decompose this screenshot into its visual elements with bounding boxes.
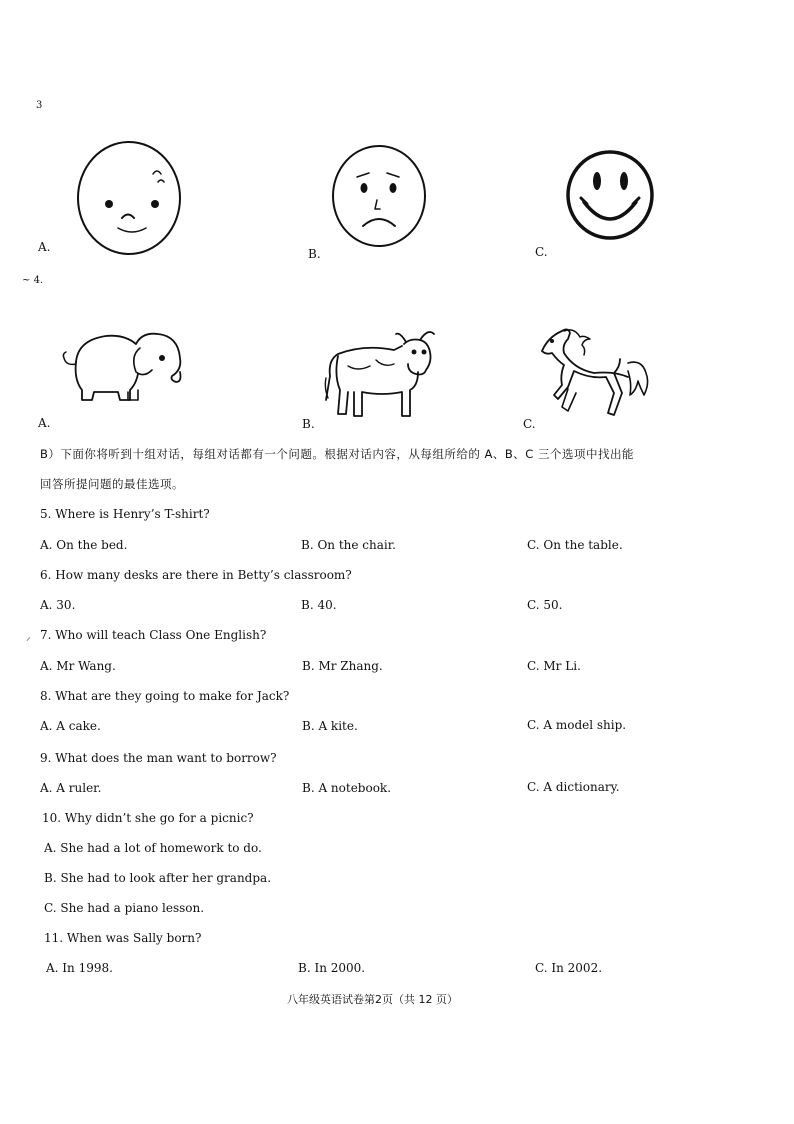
page-footer: 八年级英语试卷第2页（共 12 页） — [287, 993, 458, 1006]
question-7-option-b: B. Mr Zhang. — [302, 659, 383, 673]
question-6: 6. How many desks are there in Betty’s classroom? — [40, 568, 352, 582]
question-11-option-a: A. In 1998. — [46, 961, 113, 975]
question-10-option-c: C. She had a piano lesson. — [44, 901, 205, 915]
question-10: 10. Why didn’t she go for a picnic? — [42, 811, 254, 825]
q4-option-a-label: A. — [38, 416, 51, 430]
question-9: 9. What does the man want to borrow? — [40, 751, 277, 765]
neutral-baby-face-icon — [76, 140, 182, 256]
q3-option-a-label: A. — [38, 240, 51, 254]
question-9-option-a: A. A ruler. — [40, 781, 102, 795]
section-b-instruction-line2: 回答所提问题的最佳选项。 — [40, 477, 184, 491]
question-5-option-b: B. On the chair. — [301, 538, 396, 552]
question-6-option-b: B. 40. — [301, 598, 337, 612]
question-7-option-c: C. Mr Li. — [527, 659, 581, 673]
question-4-number-text: 4. — [33, 275, 44, 286]
question-7: 7. Who will teach Class One English? — [40, 628, 267, 642]
q4-option-c-label: C. — [523, 417, 536, 431]
question-9-option-b: B. A notebook. — [302, 781, 392, 795]
question-5-option-a: A. On the bed. — [40, 538, 128, 552]
question-7-option-a: A. Mr Wang. — [40, 659, 116, 673]
question-8: 8. What are they going to make for Jack? — [40, 689, 290, 703]
question-6-option-c: C. 50. — [527, 598, 563, 612]
horse-icon — [538, 325, 650, 429]
cow-icon — [320, 322, 450, 428]
question-5: 5. Where is Henry’s T-shirt? — [40, 507, 210, 521]
question-10-option-a: A. She had a lot of homework to do. — [44, 841, 262, 855]
question-8-option-b: B. A kite. — [302, 719, 358, 733]
question-10-option-b: B. She had to look after her grandpa. — [44, 871, 272, 885]
elephant-icon — [58, 322, 188, 404]
q3-option-c-label: C. — [535, 245, 548, 259]
q4-option-b-label: B. — [302, 417, 315, 431]
question-8-option-c: C. A model ship. — [527, 718, 627, 732]
q3-option-b-label: B. — [308, 247, 321, 261]
question-8-option-a: A. A cake. — [40, 719, 101, 733]
question-11: 11. When was Sally born? — [44, 931, 202, 945]
margin-tick-mark: ⸝ — [26, 632, 31, 643]
question-4-number: ~ 4. — [22, 275, 44, 286]
question-9-option-c: C. A dictionary. — [527, 780, 620, 794]
sad-face-icon — [331, 144, 427, 248]
question-11-option-b: B. In 2000. — [298, 961, 366, 975]
question-11-option-c: C. In 2002. — [535, 961, 603, 975]
question-3-number: 3 — [36, 100, 43, 111]
section-b-instruction-line1: B）下面你将听到十组对话，每组对话都有一个问题。根据对话内容，从每组所给的 A、B、C 三个选项中找出能 — [40, 447, 634, 461]
question-5-option-c: C. On the table. — [527, 538, 623, 552]
smiley-face-icon — [566, 150, 654, 240]
question-6-option-a: A. 30. — [40, 598, 76, 612]
